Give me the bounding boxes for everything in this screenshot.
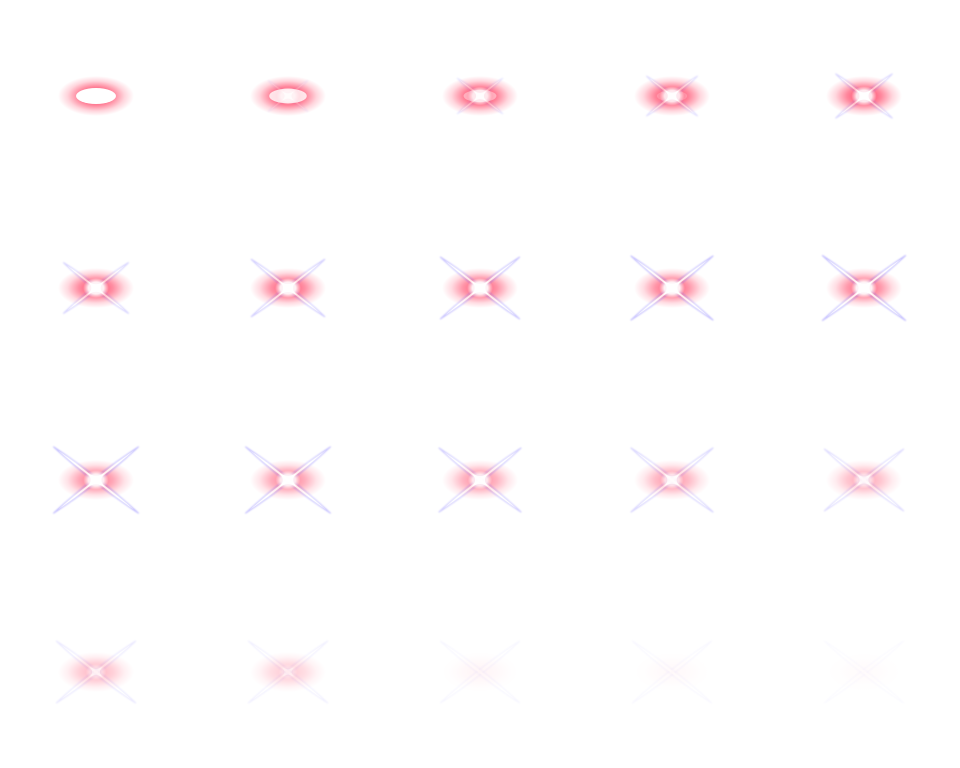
sparkle-frame-svg	[384, 0, 576, 192]
sprite-frame-1	[0, 0, 192, 192]
sparkle-frame-svg	[576, 576, 768, 768]
sparkle-frame-svg	[384, 192, 576, 384]
sparkle-frame-svg	[768, 192, 960, 384]
sparkle-frame-svg	[576, 192, 768, 384]
sprite-frame-20	[768, 576, 960, 768]
sparkle-frame-svg	[192, 0, 384, 192]
sprite-frame-17	[192, 576, 384, 768]
sprite-frame-8	[384, 192, 576, 384]
sprite-frame-6	[0, 192, 192, 384]
sparkle-frame-svg	[384, 576, 576, 768]
sprite-frame-15	[768, 384, 960, 576]
sparkle-frame-svg	[192, 192, 384, 384]
sparkle-frame-svg	[0, 0, 192, 192]
sparkle-frame-svg	[768, 384, 960, 576]
sprite-frame-19	[576, 576, 768, 768]
sprite-frame-5	[768, 0, 960, 192]
sprite-frame-10	[768, 192, 960, 384]
sparkle-frame-svg	[0, 192, 192, 384]
sprite-frame-16	[0, 576, 192, 768]
sprite-frame-3	[384, 0, 576, 192]
sparkle-frame-svg	[0, 576, 192, 768]
sprite-frame-7	[192, 192, 384, 384]
sprite-frame-18	[384, 576, 576, 768]
sparkle-frame-svg	[768, 576, 960, 768]
sprite-frame-4	[576, 0, 768, 192]
sparkle-frame-svg	[576, 0, 768, 192]
sprite-frame-11	[0, 384, 192, 576]
white-core	[85, 88, 107, 105]
sprite-frame-13	[384, 384, 576, 576]
sprite-frame-12	[192, 384, 384, 576]
sprite-frame-9	[576, 192, 768, 384]
sparkle-frame-svg	[192, 576, 384, 768]
sprite-frame-2	[192, 0, 384, 192]
sparkle-frame-svg	[384, 384, 576, 576]
sprite-frame-14	[576, 384, 768, 576]
sparkle-frame-svg	[768, 0, 960, 192]
sparkle-frame-svg	[576, 384, 768, 576]
sparkle-frame-svg	[0, 384, 192, 576]
sparkle-frame-svg	[192, 384, 384, 576]
